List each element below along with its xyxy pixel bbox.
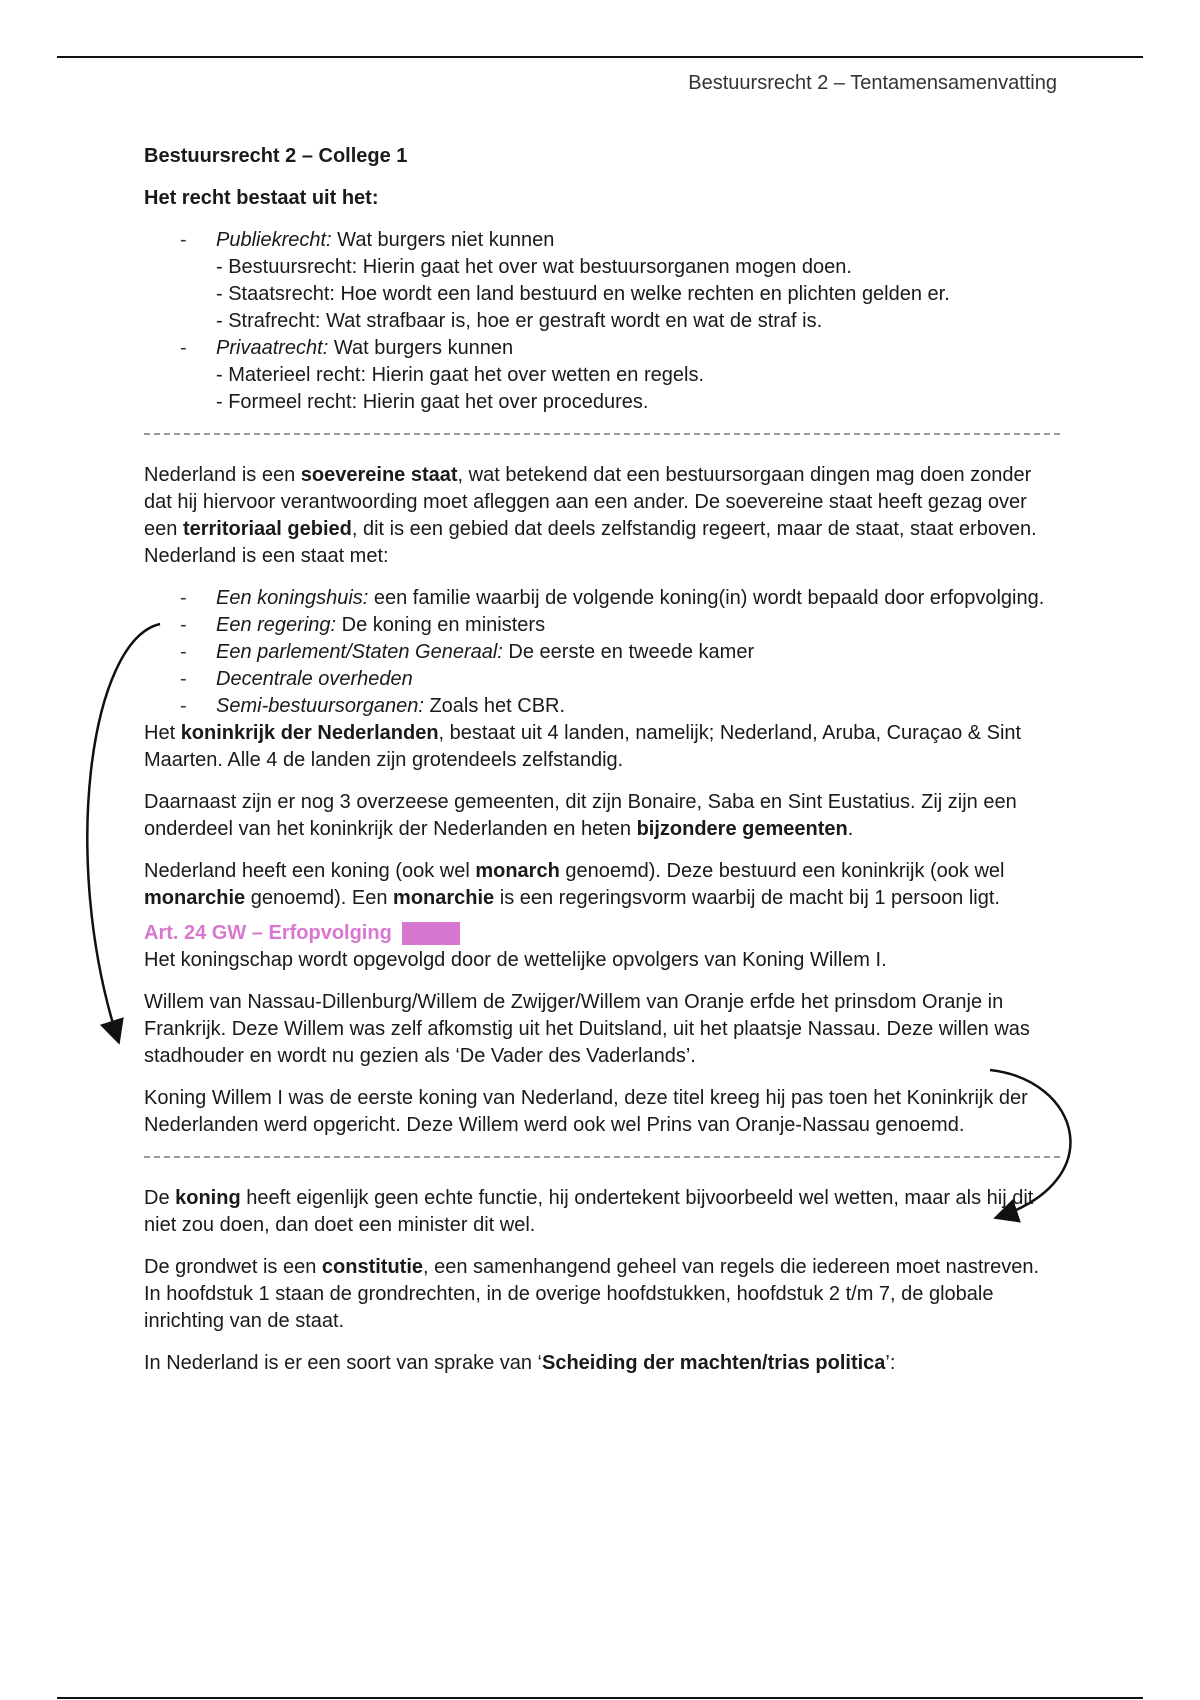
paragraph-willem-nassau: Willem van Nassau-Dillenburg/Willem de Zwijger/Willem van Oranje erfde het prinsdom Oranje in Frankrijk. Deze Willem was zelf afkomstig uit het Duitsland, uit het plaatsje Nassau. Deze willen was stadhouder en wordt nu gezien als ‘De Vader des Vaderlands’.: [144, 991, 1030, 1067]
running-header: Bestuursrecht 2 – Tentamensamenvatting: [688, 72, 1057, 94]
paragraph-trias-politica: In Nederland is er een soort van sprake van ‘Scheiding der machten/trias politica’:: [144, 1352, 896, 1374]
paragraph-willem-first: Koning Willem I was de eerste koning van Nederland, deze titel kreeg hij pas toen het Koninkrijk der Nederlanden werd opgericht. Deze Willem werd ook wel Prins van Oranje-Nassau genoemd.: [144, 1087, 1028, 1136]
paragraph-overseas: Daarnaast zijn er nog 3 overzeese gemeenten, dit zijn Bonaire, Saba en Sint Eustatius. Zij zijn een onderdeel van het koninkrijk der Nederlanden en heten bijzondere gemeenten.: [144, 791, 1017, 840]
list-item: - Decentrale overheden: [216, 666, 1060, 693]
paragraph-kingdom: Het koninkrijk der Nederlanden, bestaat uit 4 landen, namelijk; Nederland, Aruba, Curaçao & Sint Maarten. Alle 4 de landen zijn grotendeels zelfstandig.: [144, 722, 1022, 771]
list-term: Publiekrecht:: [216, 229, 332, 251]
sub-item: - Formeel recht: Hierin gaat het over procedures.: [216, 391, 649, 413]
list-item: - Een parlement/Staten Generaal: De eerste en tweede kamer: [216, 639, 1060, 666]
list-term: Privaatrecht:: [216, 337, 329, 359]
arrow-koningshuis-to-article: [87, 624, 160, 1040]
list-text: Wat burgers niet kunnen: [331, 229, 555, 251]
subheading: Het recht bestaat uit het:: [144, 187, 379, 209]
paragraph-constitution: De grondwet is een constitutie, een samenhangend geheel van regels die iedereen moet nastreven. In hoofdstuk 1 staan de grondrechten, in de overige hoofdstukken, hoofdstuk 2 t/m 7, de globale inrichting van de staat.: [144, 1256, 1040, 1332]
paragraph-sovereign-state: Nederland is een soevereine staat, wat betekend dat een bestuursorgaan dingen mag doen zonder dat hij hiervoor verantwoording moet afleggen aan een ander. De soevereine staat heeft gezag over een territoriaal gebied, dit is een gebied dat deels zelfstandig regeert, maar de staat, staat erboven. Nederland is een staat met:: [144, 464, 1037, 567]
bottom-rule: [57, 1697, 1143, 1699]
list-item: - Semi-bestuursorganen: Zoals het CBR.: [216, 693, 1060, 720]
arrow-succession-to-willem: [990, 1070, 1070, 1217]
sub-item: - Bestuursrecht: Hierin gaat het over wat bestuursorganen mogen doen.: [216, 256, 852, 278]
sub-item: - Strafrecht: Wat strafbaar is, hoe er gestraft wordt en wat de straf is.: [216, 310, 823, 332]
paragraph-succession: Het koningschap wordt opgevolgd door de wettelijke opvolgers van Koning Willem I.: [144, 949, 887, 971]
list-text: Wat burgers kunnen: [328, 337, 514, 359]
sub-item: - Staatsrecht: Hoe wordt een land bestuurd en welke rechten en plichten gelden er.: [216, 283, 950, 305]
article-heading: Art. 24 GW – Erfopvolging: [144, 920, 1060, 947]
paragraph-king-role: De koning heeft eigenlijk geen echte functie, hij ondertekent bijvoorbeeld wel wetten, maar als hij dit niet zou doen, dan doet een minister dit wel.: [144, 1187, 1034, 1236]
sub-item: - Materieel recht: Hierin gaat het over wetten en regels.: [216, 364, 705, 386]
list-item: - Een regering: De koning en ministers: [216, 612, 1060, 639]
document-title: Bestuursrecht 2 – College 1: [144, 145, 408, 167]
paragraph-monarchy: Nederland heeft een koning (ook wel monarch genoemd). Deze bestuurd een koninkrijk (ook wel monarchie genoemd). Een monarchie is een regeringsvorm waarbij de macht bij 1 persoon ligt.: [144, 860, 1005, 909]
list-item: - Een koningshuis: een familie waarbij de volgende koning(in) wordt bepaald door erfopvolging.: [216, 585, 1060, 612]
